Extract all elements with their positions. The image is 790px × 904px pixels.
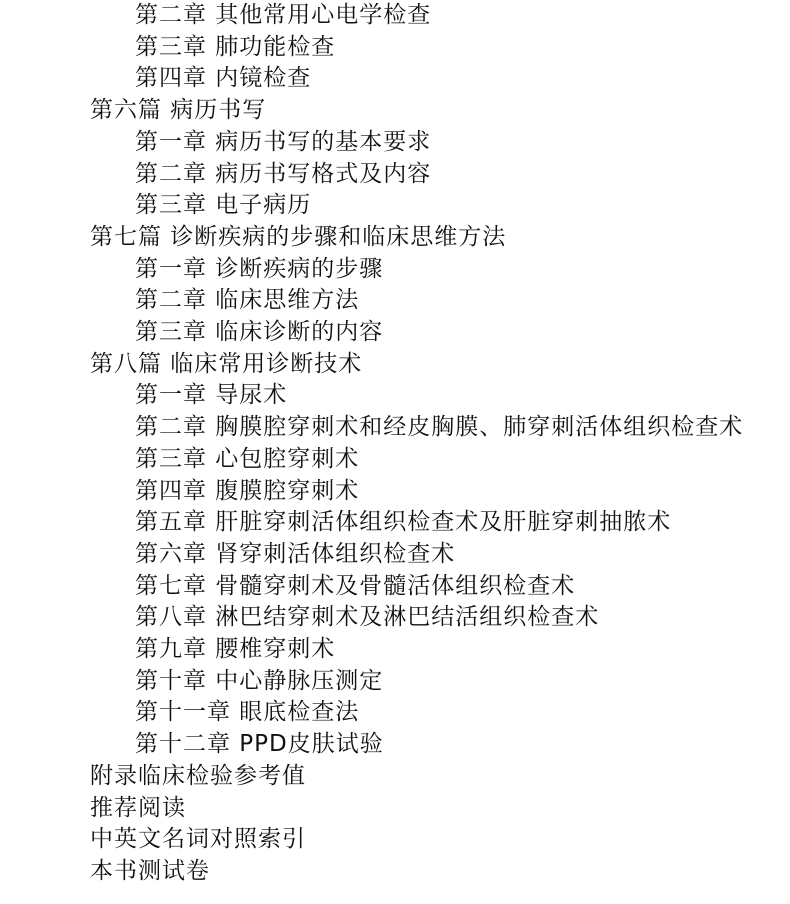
toc-chapter-item[interactable]: 第八章 淋巴结穿刺术及淋巴结活组织检查术 bbox=[135, 604, 600, 631]
toc-chapter-item[interactable]: 第十章 中心静脉压测定 bbox=[135, 667, 384, 694]
toc-chapter-item[interactable]: 第一章 诊断疾病的步骤 bbox=[135, 255, 384, 282]
toc-chapter-item[interactable]: 第二章 临床思维方法 bbox=[135, 287, 360, 314]
toc-chapter-item[interactable]: 第四章 腹膜腔穿刺术 bbox=[135, 477, 360, 504]
toc-chapter-item[interactable]: 第五章 肝脏穿刺活体组织检查术及肝脏穿刺抽脓术 bbox=[135, 509, 672, 536]
toc-chapter-item[interactable]: 第三章 心包腔穿刺术 bbox=[135, 445, 360, 472]
toc-chapter-item[interactable]: 第三章 电子病历 bbox=[135, 192, 312, 219]
toc-part-heading[interactable]: 中英文名词对照索引 bbox=[90, 826, 306, 853]
toc-chapter-item[interactable]: 第四章 内镜检查 bbox=[135, 65, 312, 92]
toc-part-heading[interactable]: 附录临床检验参考值 bbox=[90, 762, 306, 789]
toc-chapter-item[interactable]: 第七章 骨髓穿刺术及骨髓活体组织检查术 bbox=[135, 572, 576, 599]
toc-chapter-item[interactable]: 第十二章 PPD皮肤试验 bbox=[135, 731, 384, 758]
toc-part-heading[interactable]: 第八篇 临床常用诊断技术 bbox=[90, 350, 363, 377]
toc-chapter-item[interactable]: 第二章 其他常用心电学检查 bbox=[135, 2, 432, 28]
toc-chapter-item[interactable]: 第九章 腰椎穿刺术 bbox=[135, 636, 336, 662]
toc-chapter-item[interactable]: 第一章 病历书写的基本要求 bbox=[135, 128, 432, 155]
toc-chapter-item[interactable]: 第二章 病历书写格式及内容 bbox=[135, 160, 432, 187]
toc-part-heading[interactable]: 推荐阅读 bbox=[90, 794, 186, 821]
toc-chapter-item[interactable]: 第三章 肺功能检查 bbox=[135, 33, 336, 60]
toc-chapter-item[interactable]: 第一章 导尿术 bbox=[135, 382, 288, 409]
toc-chapter-item[interactable]: 第六章 肾穿刺活体组织检查术 bbox=[135, 540, 456, 567]
toc-chapter-item[interactable]: 第二章 胸膜腔穿刺术和经皮胸膜、肺穿刺活体组织检查术 bbox=[135, 414, 744, 441]
toc-part-heading[interactable]: 第六篇 病历书写 bbox=[90, 97, 267, 124]
toc-chapter-item[interactable]: 第三章 临床诊断的内容 bbox=[135, 319, 384, 345]
toc-part-heading[interactable]: 第七篇 诊断疾病的步骤和临床思维方法 bbox=[90, 223, 507, 250]
toc-chapter-item[interactable]: 第十一章 眼底检查法 bbox=[135, 699, 360, 726]
toc-part-heading[interactable]: 本书测试卷 bbox=[90, 857, 210, 884]
